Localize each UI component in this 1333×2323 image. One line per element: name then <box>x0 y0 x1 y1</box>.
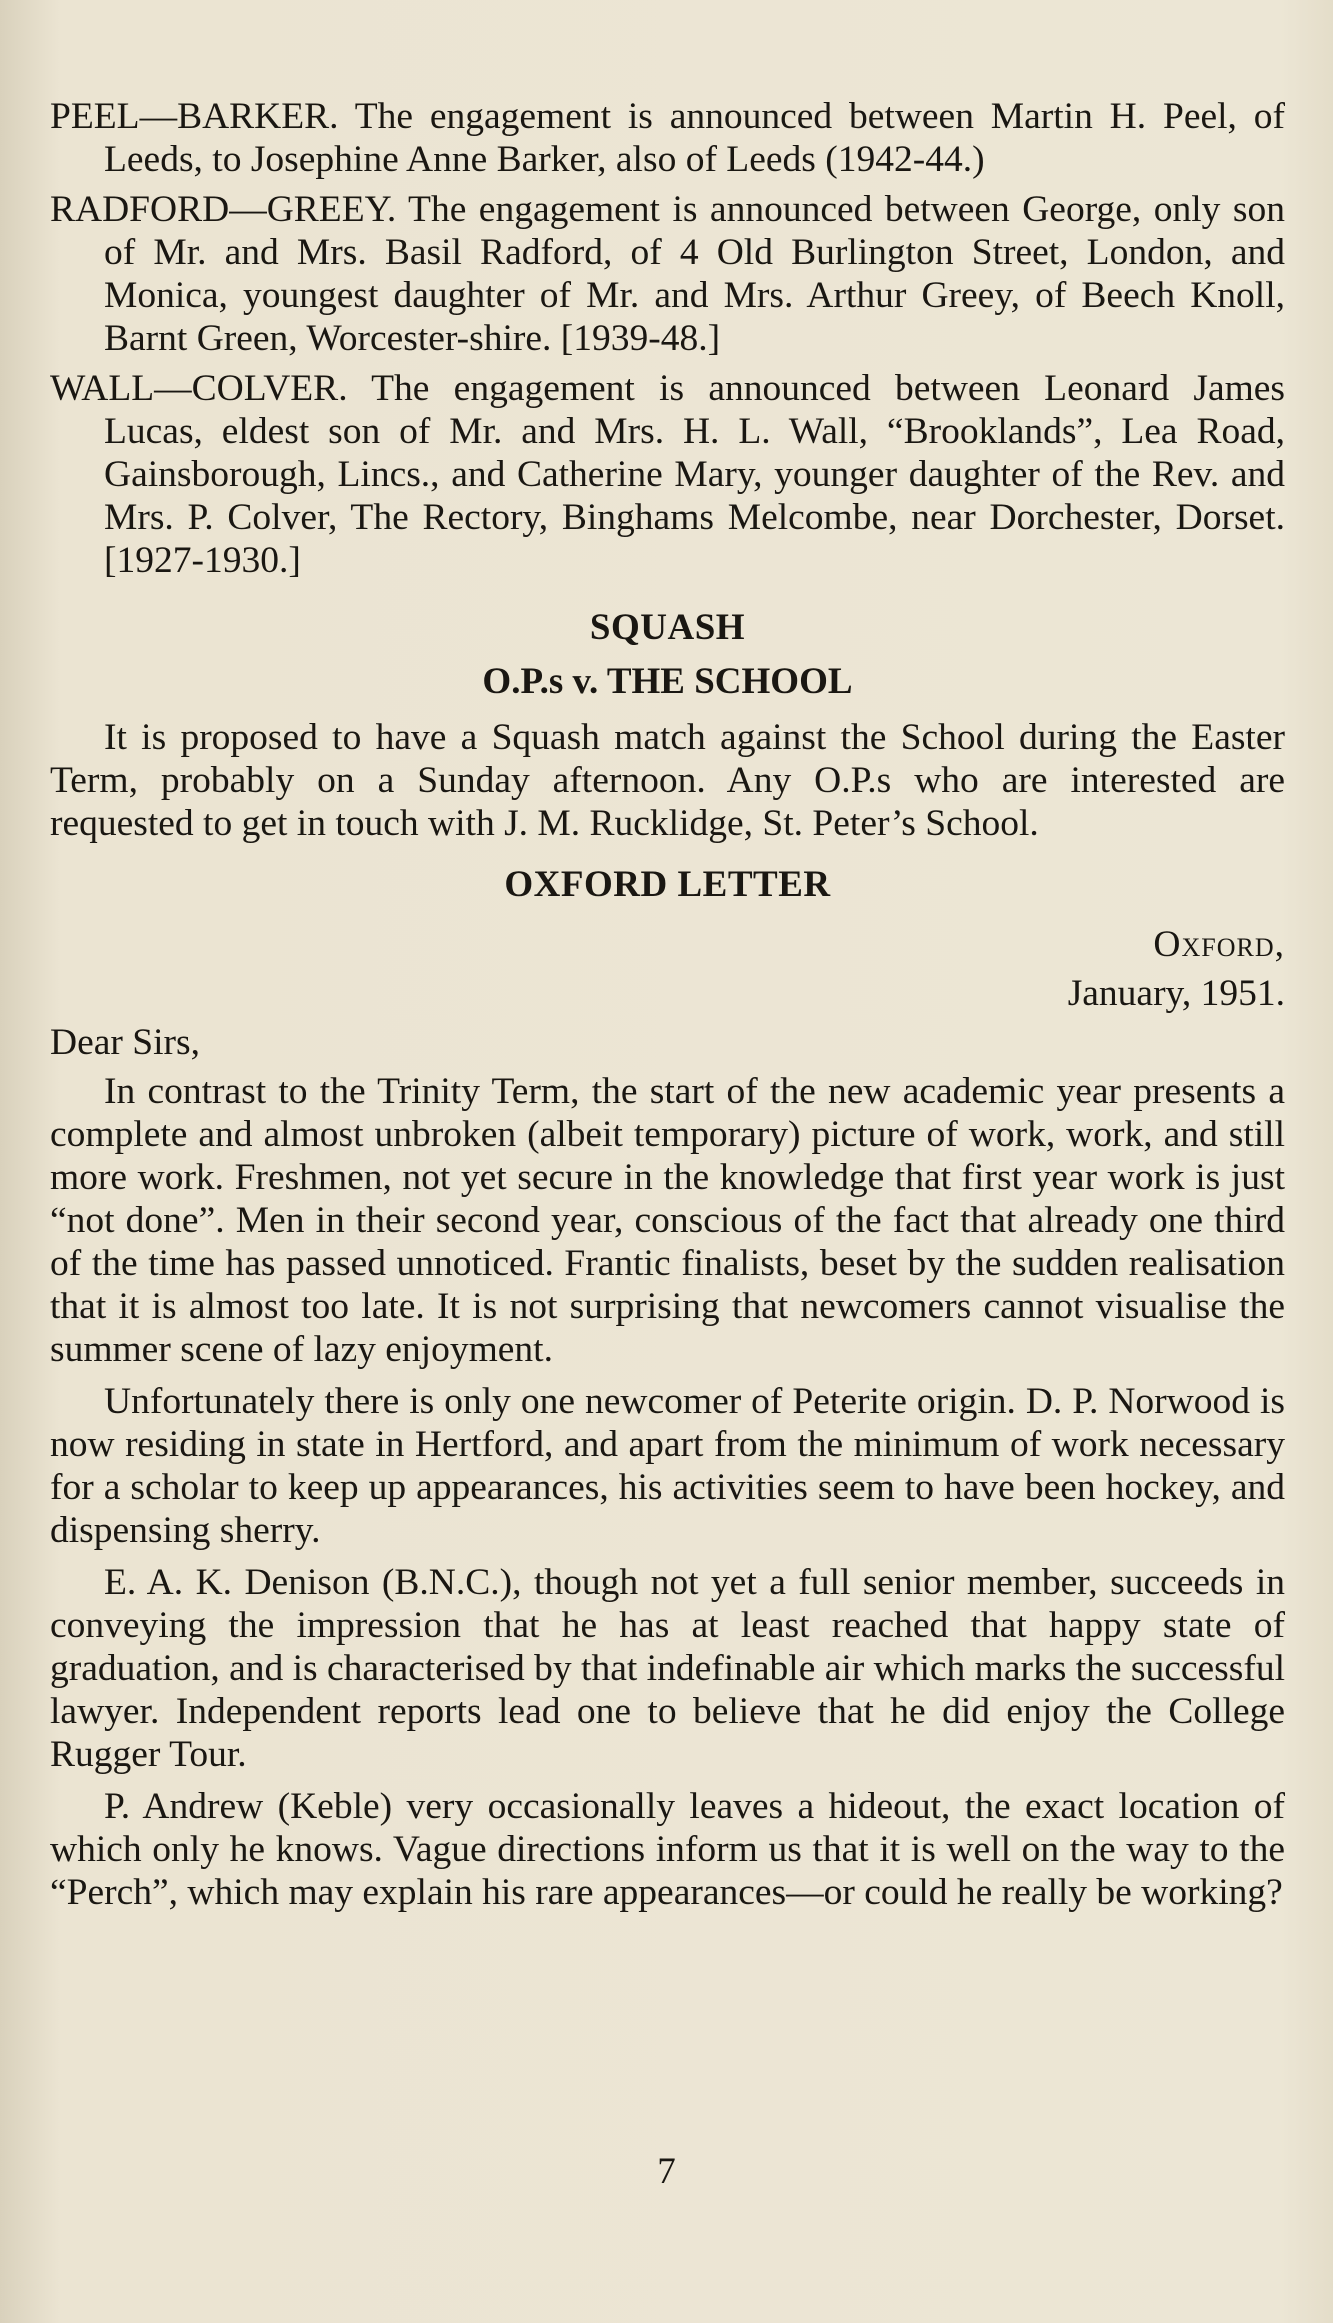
squash-body: It is proposed to have a Squash match against the School during the Easter Term, probably on a Sunday afternoon. Any O.P.s who are interested are requested to get in touch with J. M. Rucklidge, St. Peter’s School. <box>50 717 1285 844</box>
letter-place: Oxford, <box>1153 924 1285 965</box>
squash-section <box>50 606 1285 845</box>
announcement-peel-barker <box>50 95 1285 181</box>
announcement-radford-greey <box>50 188 1285 360</box>
announcement-names: RADFORD—GREEY. <box>50 189 397 230</box>
letter-paragraph: E. A. K. Denison (B.N.C.), though not yet a full senior member, succeeds in conveying the impression that he has at least reached that happy state of graduation, and is characterised by that indefinable air which marks the successful lawyer. Independent reports lead one to believe that he did enjoy the College Rugger Tour. <box>50 1562 1285 1775</box>
announcement-names: PEEL—BARKER. <box>50 96 339 137</box>
squash-subheading: O.P.s v. THE SCHOOL <box>482 661 853 702</box>
oxford-letter-section <box>50 863 1285 1914</box>
letter-date: January, 1951. <box>1067 973 1285 1014</box>
letter-paragraph: P. Andrew (Keble) very occasionally leaves a hideout, the exact location of which only he knows. Vague directions inform us that it is well on the way to the “Perch”, which may explain his rare appearances—or could he really be working? <box>50 1786 1285 1913</box>
page-number: 7 <box>657 2151 676 2192</box>
announcement-text: The engagement is announced between Martin H. Peel, of Leeds, to Josephine Anne Barker, also of Leeds (1942-44.) <box>104 96 1285 180</box>
announcement-wall-colver <box>50 367 1285 582</box>
oxford-letter-heading: OXFORD LETTER <box>504 864 831 905</box>
engagement-announcements <box>50 95 1285 582</box>
announcement-text: The engagement is announced between George, only son of Mr. and Mrs. Basil Radford, of 4 Old Burlington Street, London, and Monica, youngest daughter of Mr. and Mrs. Arthur Greey, of Beech Knoll, Barnt Green, Worcester-shire. [1939-48.] <box>104 189 1285 359</box>
letter-salutation: Dear Sirs, <box>50 1022 200 1063</box>
letter-paragraph: In contrast to the Trinity Term, the start of the new academic year presents a complete and almost unbroken (albeit temporary) picture of work, work, and still more work. Freshmen, not yet secure in the knowledge that first year work is just “not done”. Men in their second year, conscious of the fact that already one third of the time has passed unnoticed. Frantic finalists, beset by the sudden realisation that it is almost too late. It is not surprising that newcomers cannot visualise the summer scene of lazy enjoyment. <box>50 1071 1285 1370</box>
letter-paragraph: Unfortunately there is only one newcomer of Peterite origin. D. P. Norwood is now residing in state in Hertford, and apart from the minimum of work necessary for a scholar to keep up appearances, his activities seem to have been hockey, and dispensing sherry. <box>50 1381 1285 1551</box>
announcement-names: WALL—COLVER. <box>50 368 348 409</box>
announcement-text: The engagement is announced between Leonard James Lucas, eldest son of Mr. and Mrs. H. L. Wall, “Brooklands”, Lea Road, Gainsborough, Lincs., and Catherine Mary, younger daughter of the Rev. and Mrs. P. Colver, The Rectory, Binghams Melcombe, near Dorchester, Dorset. [1927-1930.] <box>104 368 1285 581</box>
squash-heading: SQUASH <box>589 607 746 648</box>
